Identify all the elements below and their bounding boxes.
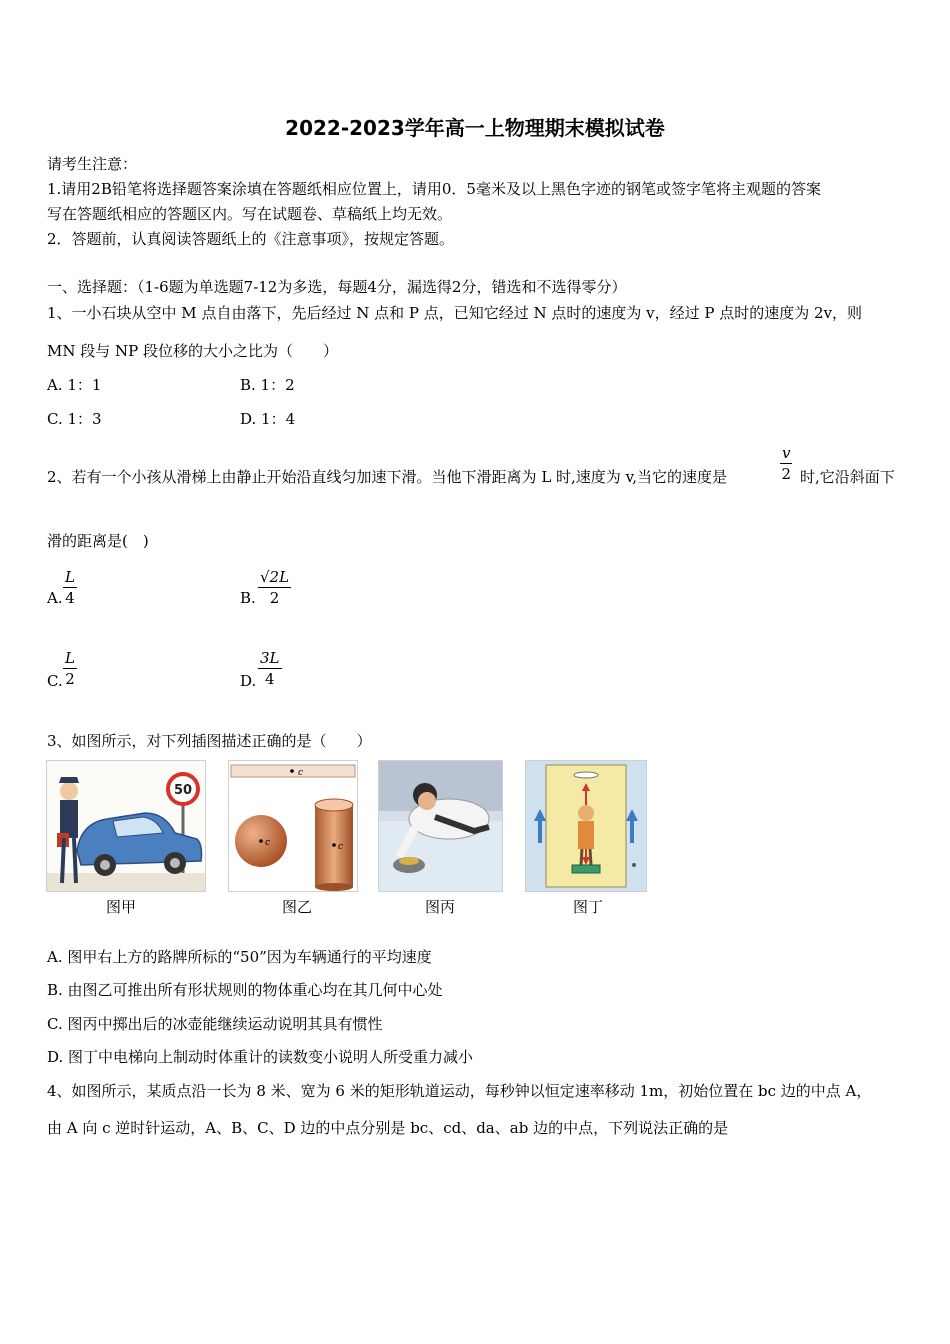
fraction-numerator: √2L	[260, 568, 290, 586]
q2-stem-line-1b: 时,它沿斜面下	[800, 468, 895, 486]
q1-option-b: B. 1：2	[240, 376, 295, 394]
q1-option-a: A. 1：1	[47, 376, 102, 394]
q2-option-d-fraction	[258, 648, 282, 689]
figure-jia-car-illustration	[46, 760, 206, 892]
notice-line-2: 写在答题纸相应的答题区内。写在试题卷、草稿纸上均无效。	[47, 205, 453, 223]
q2-option-b-label: B.	[240, 589, 256, 607]
q1-stem-line-1: 1、一小石块从空中 M 点自由落下，先后经过 N 点和 P 点，已知它经过 N 点时的速度为 v，经过 P 点时的速度为 2v，则	[47, 304, 863, 322]
q1-option-d: D. 1：4	[240, 410, 296, 428]
q2-option-c-fraction	[63, 648, 77, 689]
fraction-numerator: L	[65, 649, 75, 667]
svg-text:c: c	[298, 768, 304, 778]
figure-ding-elevator	[525, 760, 647, 892]
q3-option-c: C. 图丙中掷出后的冰壶能继续运动说明其具有惯性	[47, 1015, 383, 1033]
fraction-denominator: 4	[264, 670, 275, 688]
figure-caption-bing: 图丙	[425, 898, 456, 916]
fraction-numerator: v	[782, 444, 791, 462]
svg-text:c: c	[265, 838, 271, 848]
q1-stem-line-2: MN 段与 NP 段位移的大小之比为（ ）	[47, 342, 339, 360]
fraction-denominator: 2	[65, 670, 75, 688]
q2-option-a-fraction	[63, 567, 77, 608]
speed-sign-text: 50	[173, 783, 193, 798]
q2-fraction-v-over-2	[780, 443, 792, 484]
figure-caption-jia: 图甲	[106, 898, 137, 916]
q2-option-a-label: A.	[47, 589, 63, 607]
fraction-numerator: L	[65, 568, 75, 586]
q2-stem-line-2: 滑的距离是( )	[47, 532, 149, 550]
notice-heading: 请考生注意：	[47, 155, 138, 173]
page-title: 2022-2023学年高一上物理期末模拟试卷	[285, 116, 665, 140]
svg-text:c: c	[338, 842, 344, 852]
q2-option-c-label: C.	[47, 672, 63, 690]
figure-yi-center-of-gravity	[228, 760, 358, 892]
figure-caption-yi: 图乙	[282, 898, 313, 916]
q3-stem: 3、如图所示，对下列插图描述正确的是（ ）	[47, 732, 372, 750]
q3-option-b: B. 由图乙可推出所有形状规则的物体重心均在其几何中心处	[47, 981, 443, 999]
q2-option-d-label: D.	[240, 672, 257, 690]
fraction-denominator: 2	[269, 589, 280, 607]
q3-option-d: D. 图丁中电梯向上制动时体重计的读数变小说明人所受重力减小	[47, 1048, 474, 1066]
q3-option-a: A. 图甲右上方的路牌所标的“50”因为车辆通行的平均速度	[47, 948, 432, 966]
notice-line-3: 2．答题前，认真阅读答题纸上的《注意事项》，按规定答题。	[47, 230, 455, 248]
figure-caption-ding: 图丁	[573, 898, 604, 916]
q4-stem-line-2: 由 A 向 c 逆时针运动，A、B、C、D 边的中点分别是 bc、cd、da、ab 边的中点，下列说法正确的是	[47, 1119, 729, 1137]
q2-stem-line-1a: 2、若有一个小孩从滑梯上由静止开始沿直线匀加速下滑。当他下滑距离为 L 时,速度为 v,当它的速度是	[47, 468, 728, 486]
figure-bing-curling-photo	[378, 760, 503, 892]
q1-option-c: C. 1：3	[47, 410, 102, 428]
fraction-denominator: 2	[781, 465, 792, 483]
q2-option-b-fraction	[258, 567, 291, 608]
notice-line-1: 1.请用2B铅笔将选择题答案涂填在答题纸相应位置上，请用0．5毫米及以上黑色字迹的钢笔或签字笔将主观题的答案	[47, 180, 821, 198]
fraction-numerator: 3L	[260, 649, 280, 667]
q4-stem-line-1: 4、如图所示，某质点沿一长为 8 米、宽为 6 米的矩形轨道运动，每秒钟以恒定速率移动 1m，初始位置在 bc 边的中点 A，	[47, 1082, 872, 1100]
section-heading: 一、选择题：（1-6题为单选题7-12为多选，每题4分，漏选得2分，错选和不选得零分）	[47, 278, 627, 296]
fraction-denominator: 4	[65, 589, 75, 607]
